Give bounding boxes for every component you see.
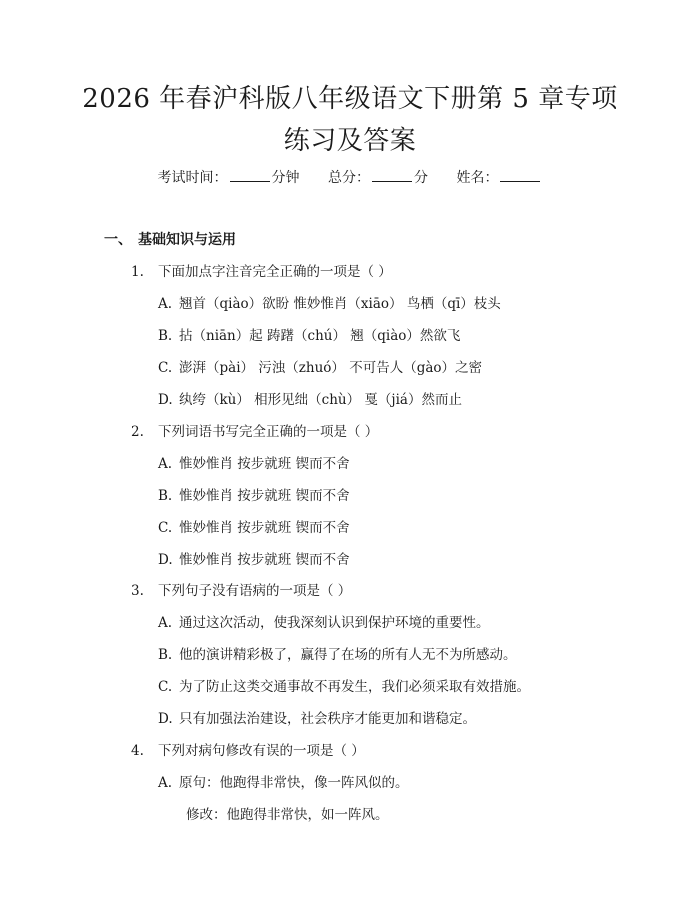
- option-letter: C.: [158, 520, 173, 536]
- revision-text: 修改：他跑得非常快，如一阵风。: [186, 807, 389, 823]
- option-text: 为了防止这类交通事故不再发生，我们必须采取有效措施。: [179, 679, 530, 695]
- question-2-option-a: [158, 454, 350, 474]
- question-2-option-b: [158, 486, 350, 506]
- option-text: 惟妙惟肖 按步就班 锲而不舍: [179, 520, 350, 536]
- option-letter: D.: [158, 552, 173, 568]
- exam-time-label: 考试时间：: [157, 170, 228, 186]
- section-number: 一、: [104, 232, 132, 248]
- option-text: 只有加强法治建设，社会秩序才能更加和谐稳定。: [179, 711, 476, 727]
- option-letter: D.: [158, 711, 173, 727]
- option-text: 澎湃（pài） 污浊（zhuó） 不可告人（gào）之密: [179, 360, 483, 376]
- question-number: 2.: [131, 424, 144, 440]
- exam-time-unit: 分钟: [271, 170, 300, 186]
- question-1-option-a: [158, 294, 501, 314]
- section-heading: [104, 230, 236, 250]
- option-letter: A.: [158, 615, 173, 631]
- document-title: 2026 年春沪科版八年级语文下册第 5 章专项练习及答案: [82, 84, 618, 156]
- option-text: 惟妙惟肖 按步就班 锲而不舍: [179, 488, 350, 504]
- student-name-label: 姓名：: [456, 170, 499, 186]
- question-1-option-c: [158, 358, 482, 378]
- question-number: 3.: [131, 583, 144, 599]
- question-2: [131, 422, 378, 442]
- option-text: 翘首（qiào）欲盼 惟妙惟肖（xiāo） 鸟栖（qī）枝头: [179, 296, 501, 312]
- question-1: [131, 262, 392, 282]
- option-letter: B.: [158, 488, 173, 504]
- student-name-field: [456, 168, 542, 188]
- option-letter: C.: [158, 360, 173, 376]
- question-text: 下列句子没有语病的一项是（ ）: [158, 583, 352, 599]
- question-2-option-d: [158, 550, 350, 570]
- option-letter: A.: [158, 775, 173, 791]
- question-3-option-d: [158, 709, 476, 729]
- question-2-option-c: [158, 518, 350, 538]
- exam-info: [0, 168, 700, 188]
- question-text: 下列对病句修改有误的一项是（ ）: [158, 743, 365, 759]
- question-3-option-c: [158, 677, 530, 697]
- option-letter: B.: [158, 328, 173, 344]
- question-1-option-d: [158, 390, 462, 410]
- option-letter: A.: [158, 456, 173, 472]
- total-score-label: 总分：: [328, 170, 370, 186]
- question-text: 下列词语书写完全正确的一项是（ ）: [158, 424, 379, 440]
- option-letter: B.: [158, 647, 173, 663]
- question-3: [131, 581, 351, 601]
- question-text: 下面加点字注音完全正确的一项是（ ）: [158, 264, 392, 280]
- option-letter: C.: [158, 679, 173, 695]
- question-4-option-a: [158, 773, 409, 793]
- section-title: 基础知识与运用: [138, 232, 236, 248]
- question-4-option-a-revision: [186, 805, 389, 825]
- exam-time-blank: [230, 169, 270, 182]
- question-number: 1.: [131, 264, 144, 280]
- option-text: 原句：他跑得非常快，像一阵风似的。: [179, 775, 409, 791]
- option-text: 他的演讲精彩极了，赢得了在场的所有人无不为所感动。: [179, 647, 517, 663]
- question-number: 4.: [131, 743, 144, 759]
- option-text: 拈（niān）起 踌躇（chú） 翘（qiào）然欲飞: [179, 328, 461, 344]
- question-3-option-b: [158, 645, 517, 665]
- option-letter: A.: [158, 296, 173, 312]
- question-1-option-b: [158, 326, 460, 346]
- option-letter: D.: [158, 392, 173, 408]
- question-4: [131, 741, 365, 761]
- option-text: 通过这次活动，使我深刻认识到保护环境的重要性。: [179, 615, 490, 631]
- option-text: 纨绔（kù） 相形见绌（chù） 戛（jiá）然而止: [179, 392, 462, 408]
- total-score-unit: 分: [414, 170, 428, 186]
- option-text: 惟妙惟肖 按步就班 锲而不舍: [179, 456, 350, 472]
- question-3-option-a: [158, 613, 490, 633]
- exam-time-field: [158, 168, 300, 188]
- total-score-blank: [372, 169, 412, 182]
- option-text: 惟妙惟肖 按步就班 锲而不舍: [179, 552, 350, 568]
- total-score-field: [328, 168, 428, 188]
- student-name-blank: [500, 169, 540, 182]
